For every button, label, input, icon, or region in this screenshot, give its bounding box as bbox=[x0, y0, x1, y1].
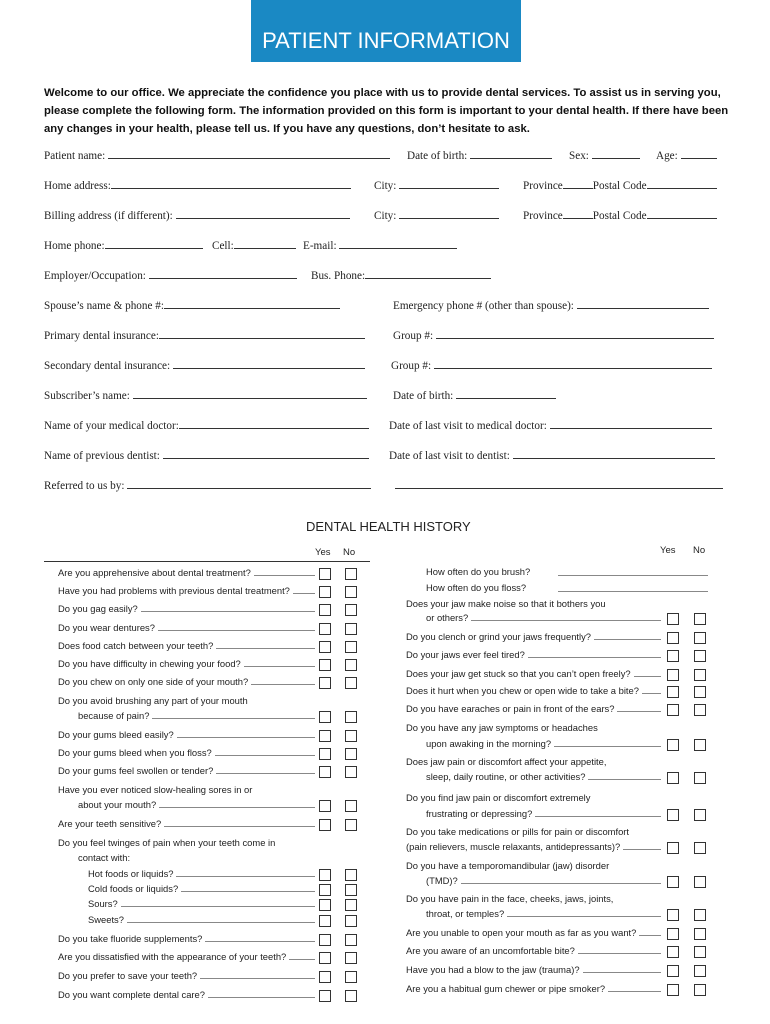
answer-leader-line bbox=[578, 945, 661, 954]
left-question-do-you-take-fluoride-supplements bbox=[58, 933, 315, 944]
yes-checkbox[interactable] bbox=[319, 971, 331, 983]
left-question-do-you-have-difficulty-in-chewing-your-f bbox=[58, 658, 315, 669]
yes-checkbox[interactable] bbox=[667, 739, 679, 751]
question-text: Do your gums feel swollen or tender? bbox=[58, 765, 214, 776]
left-question-sours bbox=[88, 898, 315, 909]
dental-history-title: DENTAL HEALTH HISTORY bbox=[306, 519, 471, 534]
yes-checkbox[interactable] bbox=[667, 632, 679, 644]
answer-leader-line bbox=[642, 685, 661, 694]
answer-leader-line bbox=[254, 567, 315, 576]
answer-leader-line bbox=[528, 649, 661, 658]
employer-label: Employer/Occupation: bbox=[44, 270, 146, 282]
province-field[interactable] bbox=[523, 177, 717, 192]
question-text: Are your teeth sensitive? bbox=[58, 818, 162, 829]
group-number-field[interactable] bbox=[393, 327, 714, 342]
email-field[interactable] bbox=[303, 237, 457, 252]
question-text: Do you gag easily? bbox=[58, 603, 138, 614]
yes-checkbox[interactable] bbox=[319, 659, 331, 671]
right-question-does-it-hurt-when-you-chew-or-open-wide- bbox=[406, 685, 661, 696]
question-text: upon awaking in the morning? bbox=[426, 738, 552, 749]
history-divider bbox=[44, 561, 370, 562]
answer-leader-line bbox=[141, 603, 315, 612]
answer-leader-line bbox=[617, 703, 661, 712]
no-checkbox[interactable] bbox=[345, 568, 357, 580]
answer-leader-line bbox=[623, 841, 661, 850]
left-question-do-you-feel-twinges-of-pain-when-your-te bbox=[58, 837, 275, 848]
billing-city-label: City: bbox=[374, 210, 397, 222]
right-question-or-others bbox=[426, 612, 661, 623]
dob-label: Date of birth: bbox=[407, 150, 468, 162]
question-text: or others? bbox=[426, 612, 469, 623]
answer-leader-line bbox=[289, 951, 315, 960]
right-question-does-your-jaw-make-noise-so-that-it-both bbox=[406, 598, 606, 609]
question-text: Do you take fluoride supplements? bbox=[58, 933, 203, 944]
city-field[interactable] bbox=[374, 177, 499, 192]
bus-phone-label: Bus. Phone: bbox=[311, 270, 366, 282]
question-text: sleep, daily routine, or other activities? bbox=[426, 771, 586, 782]
age-label: Age: bbox=[656, 150, 678, 162]
question-text: (pain relievers, muscle relaxants, antidepressants)? bbox=[406, 841, 621, 852]
answer-line[interactable] bbox=[558, 591, 708, 592]
yes-checkbox[interactable] bbox=[319, 915, 331, 927]
left-question-do-your-gums-feel-swollen-or-tender bbox=[58, 765, 315, 776]
no-checkbox[interactable] bbox=[694, 965, 706, 977]
question-text: Does your jaw get stuck so that you can’t open freely? bbox=[406, 668, 631, 679]
right-question-are-you-aware-of-an-uncomfortable-bite bbox=[406, 945, 661, 956]
secondary-group-number-label: Group #: bbox=[391, 360, 432, 372]
patient-name-label: Patient name: bbox=[44, 150, 106, 162]
answer-leader-line bbox=[208, 989, 315, 998]
no-checkbox[interactable] bbox=[694, 946, 706, 958]
no-checkbox[interactable] bbox=[345, 711, 357, 723]
previous-dentist-field[interactable] bbox=[44, 447, 369, 462]
question-text: Do you have a temporomandibular (jaw) disorder bbox=[406, 860, 610, 871]
question-text: How often do you brush? bbox=[426, 566, 531, 577]
dob-field[interactable] bbox=[407, 147, 552, 162]
left-question-are-you-dissatisfied-with-the-appearance bbox=[58, 951, 315, 962]
question-text: Are you a habitual gum chewer or pipe smoker? bbox=[406, 983, 606, 994]
question-text: Do you wear dentures? bbox=[58, 622, 155, 633]
question-text: Do you have difficulty in chewing your food? bbox=[58, 658, 241, 669]
question-text: frustrating or depressing? bbox=[426, 808, 533, 819]
left-question-have-you-ever-noticed-slow-healing-sores bbox=[58, 784, 252, 795]
yes-checkbox[interactable] bbox=[319, 641, 331, 653]
subscriber-dob-field[interactable] bbox=[393, 387, 556, 402]
left-question-do-your-gums-bleed-when-you-floss bbox=[58, 747, 315, 758]
yes-checkbox[interactable] bbox=[319, 800, 331, 812]
right-question-throat-or-temples bbox=[426, 908, 661, 919]
question-text: Sweets? bbox=[88, 914, 124, 925]
yes-checkbox[interactable] bbox=[319, 623, 331, 635]
no-checkbox[interactable] bbox=[345, 748, 357, 760]
answer-leader-line bbox=[127, 914, 315, 923]
yes-checkbox[interactable] bbox=[667, 928, 679, 940]
right-question-do-you-find-jaw-pain-or-discomfort-extre bbox=[406, 792, 590, 803]
yes-checkbox[interactable] bbox=[667, 876, 679, 888]
answer-leader-line bbox=[554, 738, 661, 747]
answer-leader-line bbox=[588, 771, 661, 780]
left-yes-header: Yes bbox=[315, 547, 331, 558]
right-yes-header: Yes bbox=[660, 545, 676, 556]
right-question-have-you-had-a-blow-to-the-jaw-trauma bbox=[406, 964, 661, 975]
answer-leader-line bbox=[608, 983, 661, 992]
question-text: Have you ever noticed slow-healing sores in or bbox=[58, 784, 253, 795]
right-question-upon-awaking-in-the-morning bbox=[426, 738, 661, 749]
yes-checkbox[interactable] bbox=[667, 909, 679, 921]
yes-checkbox[interactable] bbox=[319, 869, 331, 881]
no-checkbox[interactable] bbox=[345, 800, 357, 812]
answer-leader-line bbox=[181, 883, 315, 892]
yes-checkbox[interactable] bbox=[319, 730, 331, 742]
question-text: Does it hurt when you chew or open wide to take a bite? bbox=[406, 685, 639, 696]
yes-checkbox[interactable] bbox=[319, 568, 331, 580]
question-text: Do you want complete dental care? bbox=[58, 989, 205, 1000]
question-text: Have you had a blow to the jaw (trauma)? bbox=[406, 964, 580, 975]
yes-checkbox[interactable] bbox=[319, 711, 331, 723]
billing-city-field[interactable] bbox=[374, 207, 499, 222]
emergency-phone-field[interactable] bbox=[393, 297, 709, 312]
left-question-do-you-wear-dentures bbox=[58, 622, 315, 633]
yes-checkbox[interactable] bbox=[319, 884, 331, 896]
question-text: Do your gums bleed easily? bbox=[58, 729, 174, 740]
yes-checkbox[interactable] bbox=[319, 819, 331, 831]
left-question-do-you-chew-on-only-one-side-of-your-mou bbox=[58, 676, 315, 687]
employer-field[interactable] bbox=[44, 267, 297, 282]
yes-checkbox[interactable] bbox=[667, 984, 679, 996]
intro-paragraph: Welcome to our office. We appreciate the confidence you place with us to provide dental services. To assist us in serving you, please complete the following form. The information provided on this form is important to your dental health. If there have been any changes in your health, please tell us. If you have any questions, don’t hesitate to ask. bbox=[44, 87, 729, 135]
no-checkbox[interactable] bbox=[694, 686, 706, 698]
billing-address-label: Billing address (if different): bbox=[44, 210, 173, 222]
billing-address-field[interactable] bbox=[44, 207, 350, 222]
right-question-do-you-take-medications-or-pills-for-pai bbox=[406, 826, 629, 837]
question-text: Do you chew on only one side of your mouth? bbox=[58, 676, 249, 687]
question-text: Do you feel twinges of pain when your teeth come in bbox=[58, 837, 276, 848]
no-checkbox[interactable] bbox=[345, 677, 357, 689]
spouse-field[interactable] bbox=[44, 297, 340, 312]
question-text: Does your jaw make noise so that it bothers you bbox=[406, 598, 606, 609]
no-checkbox[interactable] bbox=[345, 952, 357, 964]
subscriber-name-label: Subscriber’s name: bbox=[44, 390, 130, 402]
answer-leader-line bbox=[583, 964, 661, 973]
no-checkbox[interactable] bbox=[345, 990, 357, 1002]
answer-leader-line bbox=[159, 799, 315, 808]
no-checkbox[interactable] bbox=[345, 586, 357, 598]
left-question-cold-foods-or-liquids bbox=[88, 883, 315, 894]
answer-leader-line bbox=[164, 818, 315, 827]
right-question-do-your-jaws-ever-feel-tired bbox=[406, 649, 661, 660]
left-question-do-your-gums-bleed-easily bbox=[58, 729, 315, 740]
home-address-label: Home address: bbox=[44, 180, 111, 192]
question-text: Have you had problems with previous dental treatment? bbox=[58, 585, 290, 596]
patient-name-field[interactable] bbox=[44, 147, 390, 162]
no-checkbox[interactable] bbox=[345, 899, 357, 911]
question-text: Sours? bbox=[88, 898, 118, 909]
answer-leader-line bbox=[535, 808, 661, 817]
no-checkbox[interactable] bbox=[694, 909, 706, 921]
right-question-do-you-have-earaches-or-pain-in-front-of bbox=[406, 703, 661, 714]
last-medical-visit-label: Date of last visit to medical doctor: bbox=[389, 420, 547, 432]
answer-leader-line bbox=[152, 710, 315, 719]
answer-leader-line bbox=[461, 875, 661, 884]
no-checkbox[interactable] bbox=[345, 934, 357, 946]
subscriber-dob-label: Date of birth: bbox=[393, 390, 454, 402]
answer-leader-line bbox=[216, 765, 315, 774]
home-address-field[interactable] bbox=[44, 177, 351, 192]
question-text: Are you aware of an uncomfortable bite? bbox=[406, 945, 575, 956]
right-question-how-often-do-you-floss bbox=[426, 582, 526, 593]
yes-checkbox[interactable] bbox=[319, 604, 331, 616]
no-checkbox[interactable] bbox=[694, 928, 706, 940]
group-number-label: Group #: bbox=[393, 330, 434, 342]
no-checkbox[interactable] bbox=[345, 819, 357, 831]
answer-leader-line bbox=[634, 668, 661, 677]
page-title: PATIENT INFORMATION bbox=[251, 0, 521, 62]
left-question-hot-foods-or-liquids bbox=[88, 868, 315, 879]
primary-insurance-label: Primary dental insurance: bbox=[44, 330, 159, 342]
no-checkbox[interactable] bbox=[345, 659, 357, 671]
emergency-phone-label: Emergency phone # (other than spouse): bbox=[393, 300, 574, 312]
referred-by-extra-line[interactable] bbox=[395, 477, 723, 492]
question-text: Are you dissatisfied with the appearance of your teeth? bbox=[58, 951, 287, 962]
right-question-does-jaw-pain-or-discomfort-affect-your- bbox=[406, 756, 606, 767]
question-text: Do your jaws ever feel tired? bbox=[406, 649, 525, 660]
postal-code-label: Postal Code bbox=[592, 180, 647, 192]
answer-leader-line bbox=[639, 927, 661, 936]
yes-checkbox[interactable] bbox=[319, 748, 331, 760]
left-question-does-food-catch-between-your-teeth bbox=[58, 640, 315, 651]
answer-line[interactable] bbox=[558, 575, 708, 576]
answer-leader-line bbox=[200, 970, 315, 979]
yes-checkbox[interactable] bbox=[667, 704, 679, 716]
primary-insurance-field[interactable] bbox=[44, 327, 365, 342]
answer-leader-line bbox=[158, 622, 315, 631]
left-question-contact-with bbox=[78, 852, 130, 863]
yes-checkbox[interactable] bbox=[667, 809, 679, 821]
left-question-do-you-gag-easily bbox=[58, 603, 315, 614]
question-text: Are you apprehensive about dental treatment? bbox=[58, 567, 251, 578]
previous-dentist-label: Name of previous dentist: bbox=[44, 450, 160, 462]
yes-checkbox[interactable] bbox=[319, 586, 331, 598]
right-no-header: No bbox=[693, 545, 706, 556]
question-text: Do you have any jaw symptoms or headaches bbox=[406, 722, 598, 733]
question-text: (TMD)? bbox=[426, 875, 458, 886]
left-question-do-you-avoid-brushing-any-part-of-your-m bbox=[58, 695, 248, 706]
answer-leader-line bbox=[244, 658, 315, 667]
secondary-group-number-field[interactable] bbox=[391, 357, 712, 372]
right-question-are-you-a-habitual-gum-chewer-or-pipe-sm bbox=[406, 983, 661, 994]
no-checkbox[interactable] bbox=[345, 869, 357, 881]
medical-doctor-field[interactable] bbox=[44, 417, 369, 432]
question-text: contact with: bbox=[78, 852, 131, 863]
last-dentist-visit-field[interactable] bbox=[389, 447, 715, 462]
yes-checkbox[interactable] bbox=[667, 686, 679, 698]
yes-checkbox[interactable] bbox=[667, 842, 679, 854]
yes-checkbox[interactable] bbox=[667, 965, 679, 977]
referred-by-field[interactable] bbox=[44, 477, 371, 492]
right-question-do-you-have-pain-in-the-face-cheeks-jaws bbox=[406, 893, 613, 904]
right-question-are-you-unable-to-open-your-mouth-as-far bbox=[406, 927, 661, 938]
secondary-insurance-label: Secondary dental insurance: bbox=[44, 360, 171, 372]
no-checkbox[interactable] bbox=[694, 704, 706, 716]
question-text: Cold foods or liquids? bbox=[88, 883, 179, 894]
last-dentist-visit-label: Date of last visit to dentist: bbox=[389, 450, 510, 462]
yes-checkbox[interactable] bbox=[319, 677, 331, 689]
no-checkbox[interactable] bbox=[345, 766, 357, 778]
question-text: Does food catch between your teeth? bbox=[58, 640, 214, 651]
answer-leader-line bbox=[507, 908, 661, 917]
right-question-do-you-have-a-temporomandibular-jaw-diso bbox=[406, 860, 609, 871]
answer-leader-line bbox=[121, 898, 315, 907]
question-text: Do you take medications or pills for pain or discomfort bbox=[406, 826, 630, 837]
left-question-do-you-want-complete-dental-care bbox=[58, 989, 315, 1000]
question-text: Do you avoid brushing any part of your mouth bbox=[58, 695, 248, 706]
no-checkbox[interactable] bbox=[694, 632, 706, 644]
medical-doctor-label: Name of your medical doctor: bbox=[44, 420, 179, 432]
province-label: Province bbox=[523, 180, 563, 192]
no-checkbox[interactable] bbox=[694, 772, 706, 784]
left-question-sweets bbox=[88, 914, 315, 925]
no-checkbox[interactable] bbox=[345, 730, 357, 742]
sex-field[interactable] bbox=[569, 147, 640, 162]
yes-checkbox[interactable] bbox=[319, 766, 331, 778]
age-field[interactable] bbox=[656, 147, 717, 162]
left-question-have-you-had-problems-with-previous-dent bbox=[58, 585, 315, 596]
yes-checkbox[interactable] bbox=[667, 946, 679, 958]
no-checkbox[interactable] bbox=[345, 884, 357, 896]
last-medical-visit-field[interactable] bbox=[389, 417, 712, 432]
no-checkbox[interactable] bbox=[694, 842, 706, 854]
email-label: E-mail: bbox=[303, 240, 337, 252]
answer-leader-line bbox=[205, 933, 315, 942]
answer-leader-line bbox=[216, 640, 315, 649]
cell-field[interactable] bbox=[212, 237, 296, 252]
question-text: because of pain? bbox=[78, 710, 150, 721]
answer-leader-line bbox=[471, 612, 661, 621]
question-text: throat, or temples? bbox=[426, 908, 505, 919]
home-phone-field[interactable] bbox=[44, 237, 203, 252]
left-no-header: No bbox=[343, 547, 356, 558]
no-checkbox[interactable] bbox=[694, 739, 706, 751]
city-label: City: bbox=[374, 180, 397, 192]
question-text: Do you have earaches or pain in front of the ears? bbox=[406, 703, 615, 714]
billing-province-field[interactable] bbox=[523, 207, 717, 222]
question-text: Does jaw pain or discomfort affect your appetite, bbox=[406, 756, 607, 767]
question-text: How often do you floss? bbox=[426, 582, 527, 593]
no-checkbox[interactable] bbox=[345, 604, 357, 616]
question-text: Do you find jaw pain or discomfort extremely bbox=[406, 792, 591, 803]
question-text: Do you clench or grind your jaws frequently? bbox=[406, 631, 591, 642]
bus-phone-field[interactable] bbox=[311, 267, 491, 282]
right-question-do-you-have-any-jaw-symptoms-or-headache bbox=[406, 722, 598, 733]
left-question-are-you-apprehensive-about-dental-treatm bbox=[58, 567, 315, 578]
answer-leader-line bbox=[215, 747, 315, 756]
yes-checkbox[interactable] bbox=[319, 952, 331, 964]
billing-province-label: Province bbox=[523, 210, 563, 222]
referred-by-label: Referred to us by: bbox=[44, 480, 125, 492]
secondary-insurance-field[interactable] bbox=[44, 357, 365, 372]
question-text: Are you unable to open your mouth as far as you want? bbox=[406, 927, 637, 938]
subscriber-name-field[interactable] bbox=[44, 387, 367, 402]
yes-checkbox[interactable] bbox=[319, 990, 331, 1002]
left-question-because-of-pain bbox=[78, 710, 315, 721]
answer-leader-line bbox=[251, 676, 315, 685]
answer-leader-line bbox=[594, 631, 661, 640]
no-checkbox[interactable] bbox=[345, 971, 357, 983]
yes-checkbox[interactable] bbox=[667, 650, 679, 662]
spouse-label: Spouse’s name & phone #: bbox=[44, 300, 164, 312]
sex-label: Sex: bbox=[569, 150, 589, 162]
right-question-frustrating-or-depressing bbox=[426, 808, 661, 819]
yes-checkbox[interactable] bbox=[667, 669, 679, 681]
left-question-do-you-prefer-to-save-your-teeth bbox=[58, 970, 315, 981]
answer-leader-line bbox=[293, 585, 315, 594]
no-checkbox[interactable] bbox=[345, 915, 357, 927]
yes-checkbox[interactable] bbox=[319, 934, 331, 946]
right-question-tmd bbox=[426, 875, 661, 886]
no-checkbox[interactable] bbox=[694, 613, 706, 625]
billing-postal-code-label: Postal Code bbox=[592, 210, 647, 222]
no-checkbox[interactable] bbox=[694, 669, 706, 681]
cell-label: Cell: bbox=[212, 240, 234, 252]
right-question-how-often-do-you-brush bbox=[426, 566, 530, 577]
question-text: Hot foods or liquids? bbox=[88, 868, 174, 879]
question-text: Do you prefer to save your teeth? bbox=[58, 970, 198, 981]
right-question-does-your-jaw-get-stuck-so-that-you-can- bbox=[406, 668, 661, 679]
question-text: Do your gums bleed when you floss? bbox=[58, 747, 212, 758]
yes-checkbox[interactable] bbox=[667, 772, 679, 784]
left-question-about-your-mouth bbox=[78, 799, 315, 810]
answer-leader-line bbox=[177, 729, 315, 738]
question-text: about your mouth? bbox=[78, 799, 157, 810]
home-phone-label: Home phone: bbox=[44, 240, 105, 252]
right-question-sleep-daily-routine-or-other-activities bbox=[426, 771, 661, 782]
no-checkbox[interactable] bbox=[694, 876, 706, 888]
no-checkbox[interactable] bbox=[345, 641, 357, 653]
right-question-do-you-clench-or-grind-your-jaws-frequen bbox=[406, 631, 661, 642]
question-text: Do you have pain in the face, cheeks, jaws, joints, bbox=[406, 893, 614, 904]
yes-checkbox[interactable] bbox=[319, 899, 331, 911]
yes-checkbox[interactable] bbox=[667, 613, 679, 625]
no-checkbox[interactable] bbox=[694, 650, 706, 662]
no-checkbox[interactable] bbox=[694, 984, 706, 996]
left-question-are-your-teeth-sensitive bbox=[58, 818, 315, 829]
no-checkbox[interactable] bbox=[694, 809, 706, 821]
right-question-pain-relievers-muscle-relaxants-antidepr bbox=[406, 841, 661, 852]
no-checkbox[interactable] bbox=[345, 623, 357, 635]
answer-leader-line bbox=[176, 868, 315, 877]
